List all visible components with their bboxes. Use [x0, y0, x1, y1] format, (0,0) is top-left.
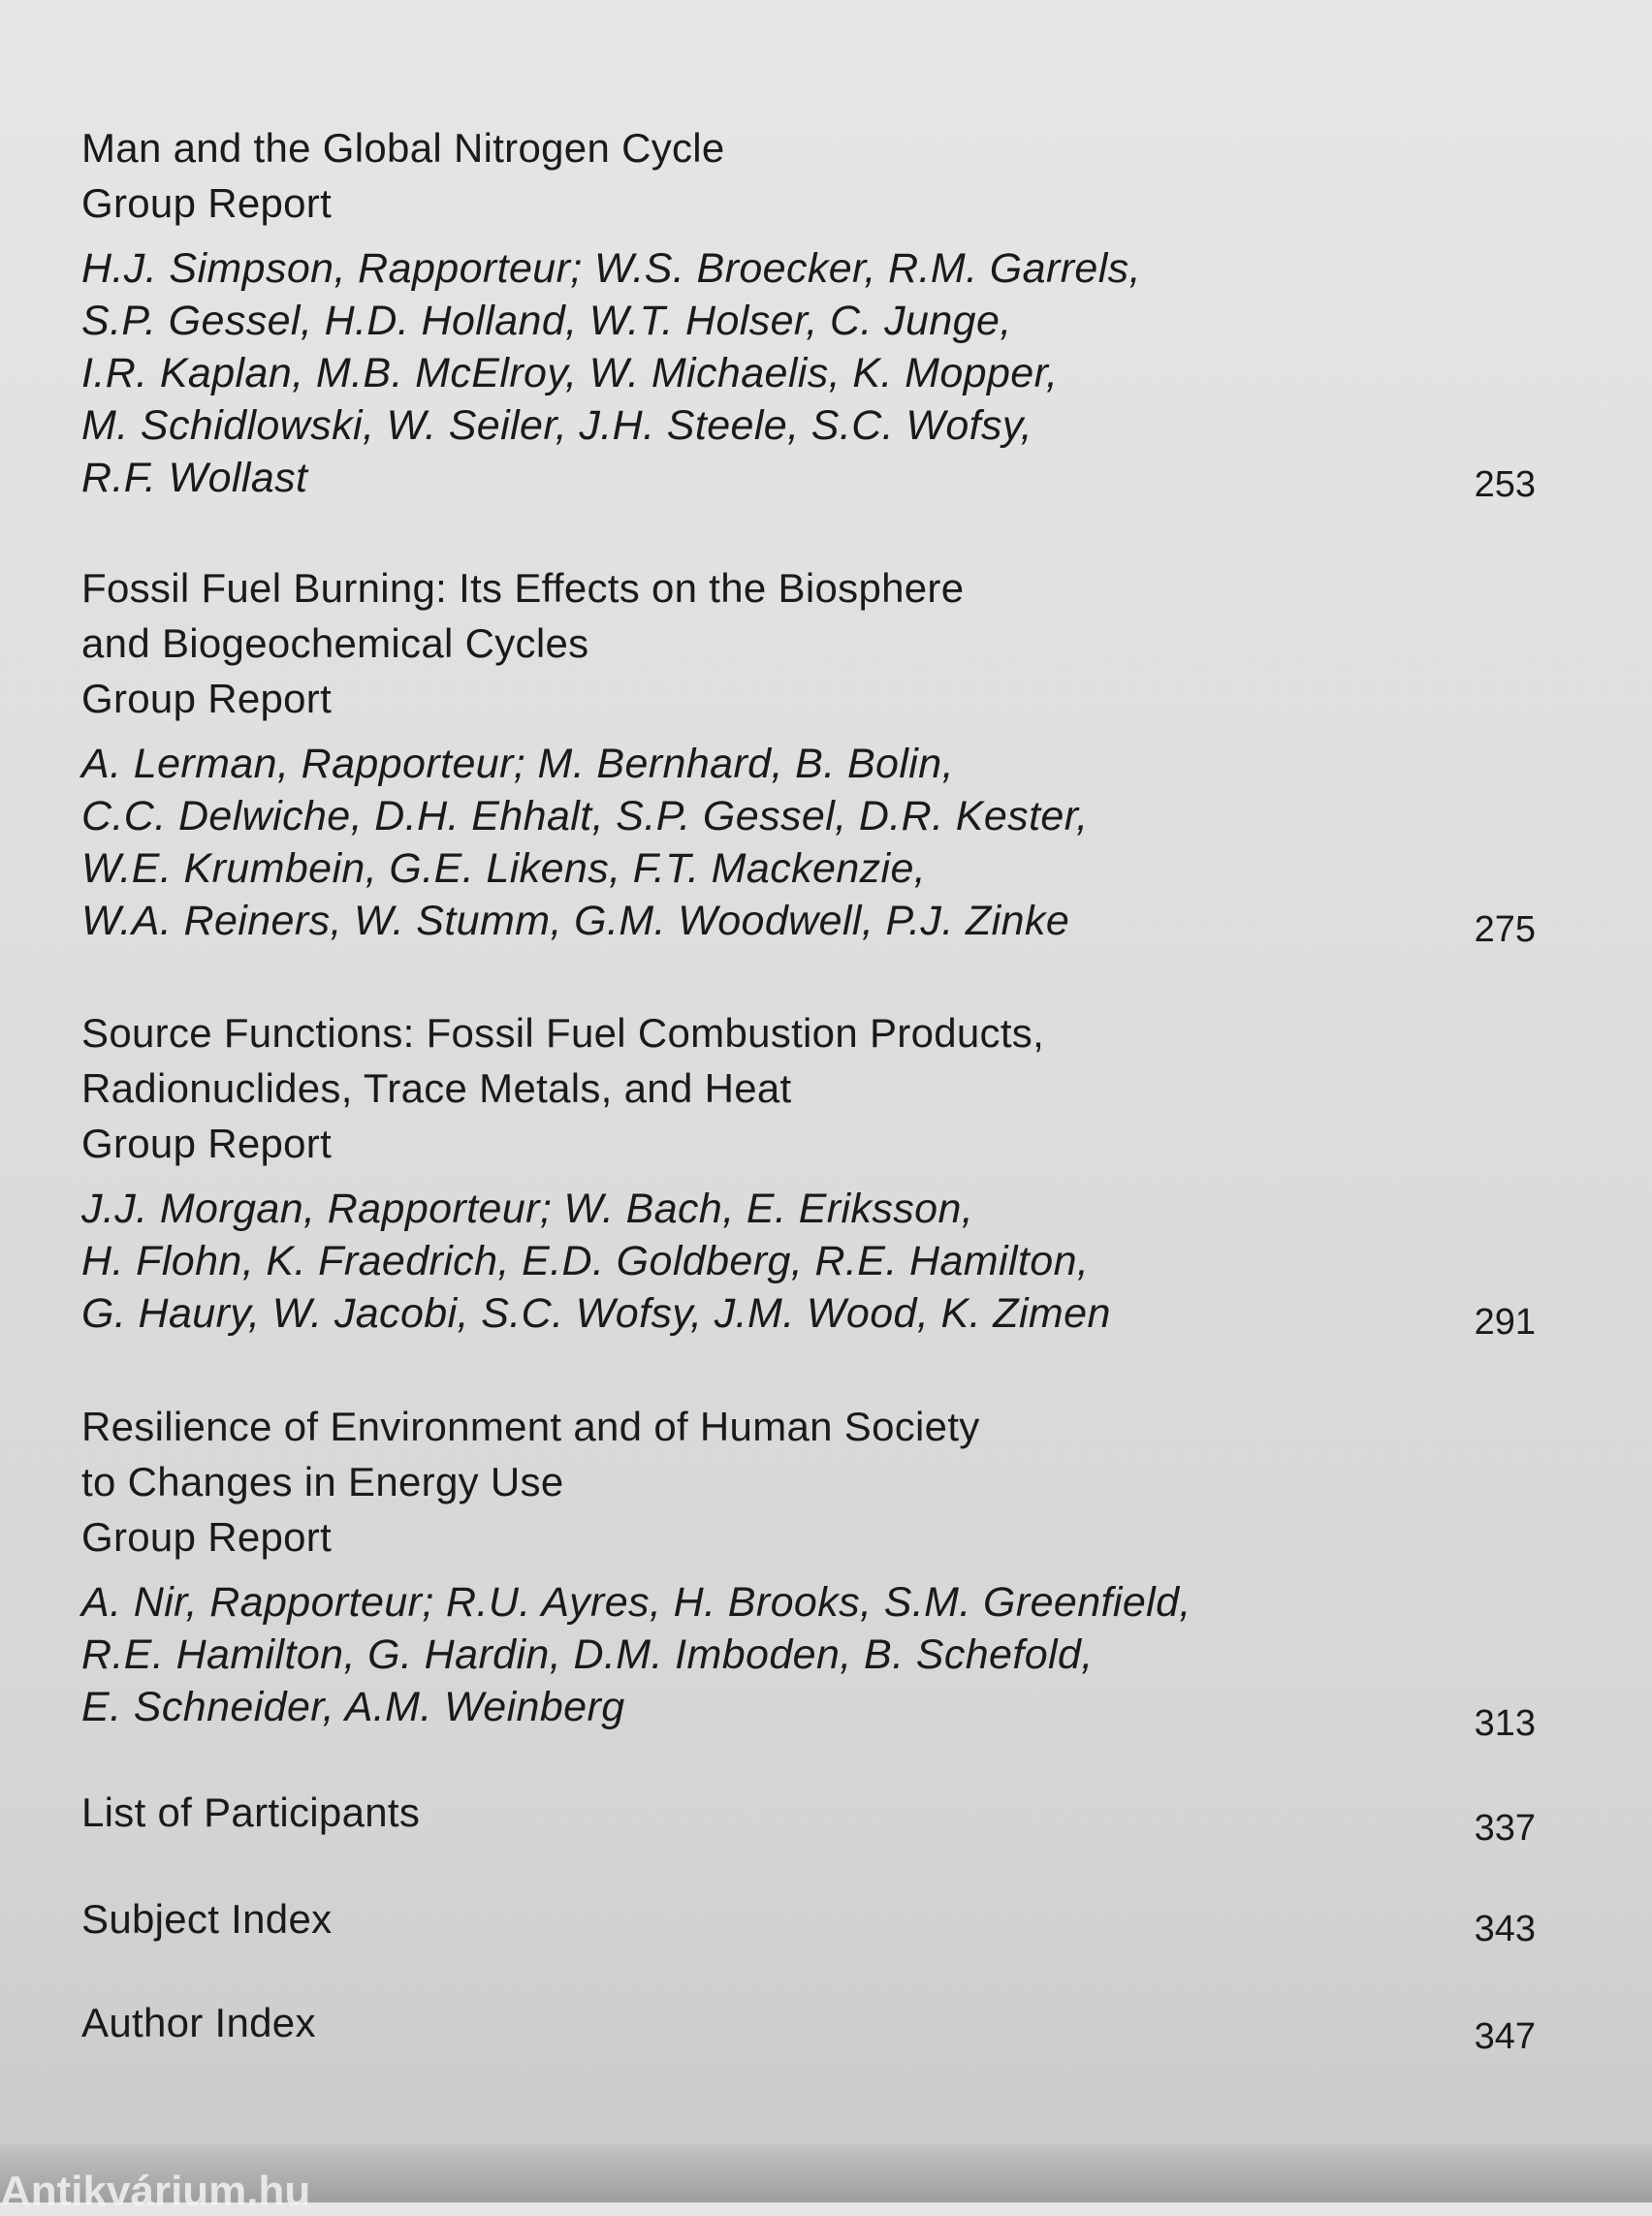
toc-entry [81, 1399, 1536, 1744]
page-number: 343 [1474, 1909, 1536, 1949]
page-number: 253 [1474, 464, 1536, 505]
author-list [81, 242, 1536, 504]
author-line: G. Haury, W. Jacobi, S.C. Wofsy, J.M. Wood, K. Zimen [81, 1290, 1111, 1337]
author-line: R.F. Wollast [81, 455, 308, 501]
author-line: A. Lerman, Rapporteur; M. Bernhard, B. Bolin, [81, 741, 954, 787]
toc-entry-author-index [81, 1995, 1536, 2057]
entry-title: Author Index [81, 2000, 316, 2045]
page-number: 275 [1474, 909, 1536, 950]
entry-title-line: Group Report [81, 1514, 333, 1560]
entry-title-line: to Changes in Energy Use [81, 1459, 564, 1504]
author-list [81, 1576, 1536, 1733]
page-number: 337 [1474, 1808, 1536, 1849]
entry-title-line: Group Report [81, 180, 333, 226]
page-number: 347 [1474, 2016, 1536, 2057]
watermark-text: Antikvárium.hu [0, 2168, 311, 2215]
toc-entry [81, 1005, 1536, 1343]
author-line: A. Nir, Rapporteur; R.U. Ayres, H. Brooks, S.M. Greenfield, [81, 1579, 1191, 1626]
toc-entry-list-of-participants [81, 1785, 1536, 1849]
entry-title-line: Man and the Global Nitrogen Cycle [81, 125, 725, 171]
entry-title-line: Group Report [81, 1121, 333, 1166]
author-line: E. Schneider, A.M. Weinberg [81, 1684, 625, 1730]
author-line: H.J. Simpson, Rapporteur; W.S. Broecker, R.M. Garrels, [81, 245, 1141, 292]
author-line: H. Flohn, K. Fraedrich, E.D. Goldberg, R.E. Hamilton, [81, 1238, 1090, 1284]
author-line: C.C. Delwiche, D.H. Ehhalt, S.P. Gessel, D.R. Kester, [81, 793, 1089, 839]
author-list [81, 738, 1536, 947]
entry-title-line: Source Functions: Fossil Fuel Combustion Products, [81, 1010, 1045, 1056]
entry-title: Subject Index [81, 1896, 333, 1942]
toc-entry [81, 560, 1536, 950]
entry-title-line: and Biogeochemical Cycles [81, 620, 589, 666]
page-number: 313 [1474, 1703, 1536, 1744]
toc-entry-subject-index [81, 1891, 1536, 1947]
entry-title: List of Participants [81, 1789, 421, 1835]
entry-title-line: Radionuclides, Trace Metals, and Heat [81, 1065, 792, 1111]
toc-entry [81, 120, 1536, 504]
author-line: W.A. Reiners, W. Stumm, G.M. Woodwell, P.J. Zinke [81, 898, 1070, 944]
author-line: I.R. Kaplan, M.B. McElroy, W. Michaelis, K. Mopper, [81, 350, 1059, 396]
author-list [81, 1183, 1536, 1340]
entry-title-line: Resilience of Environment and of Human Society [81, 1404, 980, 1449]
entry-title-line: Group Report [81, 676, 333, 721]
author-line: S.P. Gessel, H.D. Holland, W.T. Holser, C. Junge, [81, 298, 1012, 344]
author-line: J.J. Morgan, Rapporteur; W. Bach, E. Eriksson, [81, 1186, 974, 1232]
author-line: M. Schidlowski, W. Seiler, J.H. Steele, S.C. Wofsy, [81, 402, 1032, 449]
author-line: W.E. Krumbein, G.E. Likens, F.T. Mackenzie, [81, 845, 927, 892]
author-line: R.E. Hamilton, G. Hardin, D.M. Imboden, B. Schefold, [81, 1631, 1094, 1678]
entry-title-line: Fossil Fuel Burning: Its Effects on the Biosphere [81, 565, 965, 611]
page-number: 291 [1474, 1302, 1536, 1343]
